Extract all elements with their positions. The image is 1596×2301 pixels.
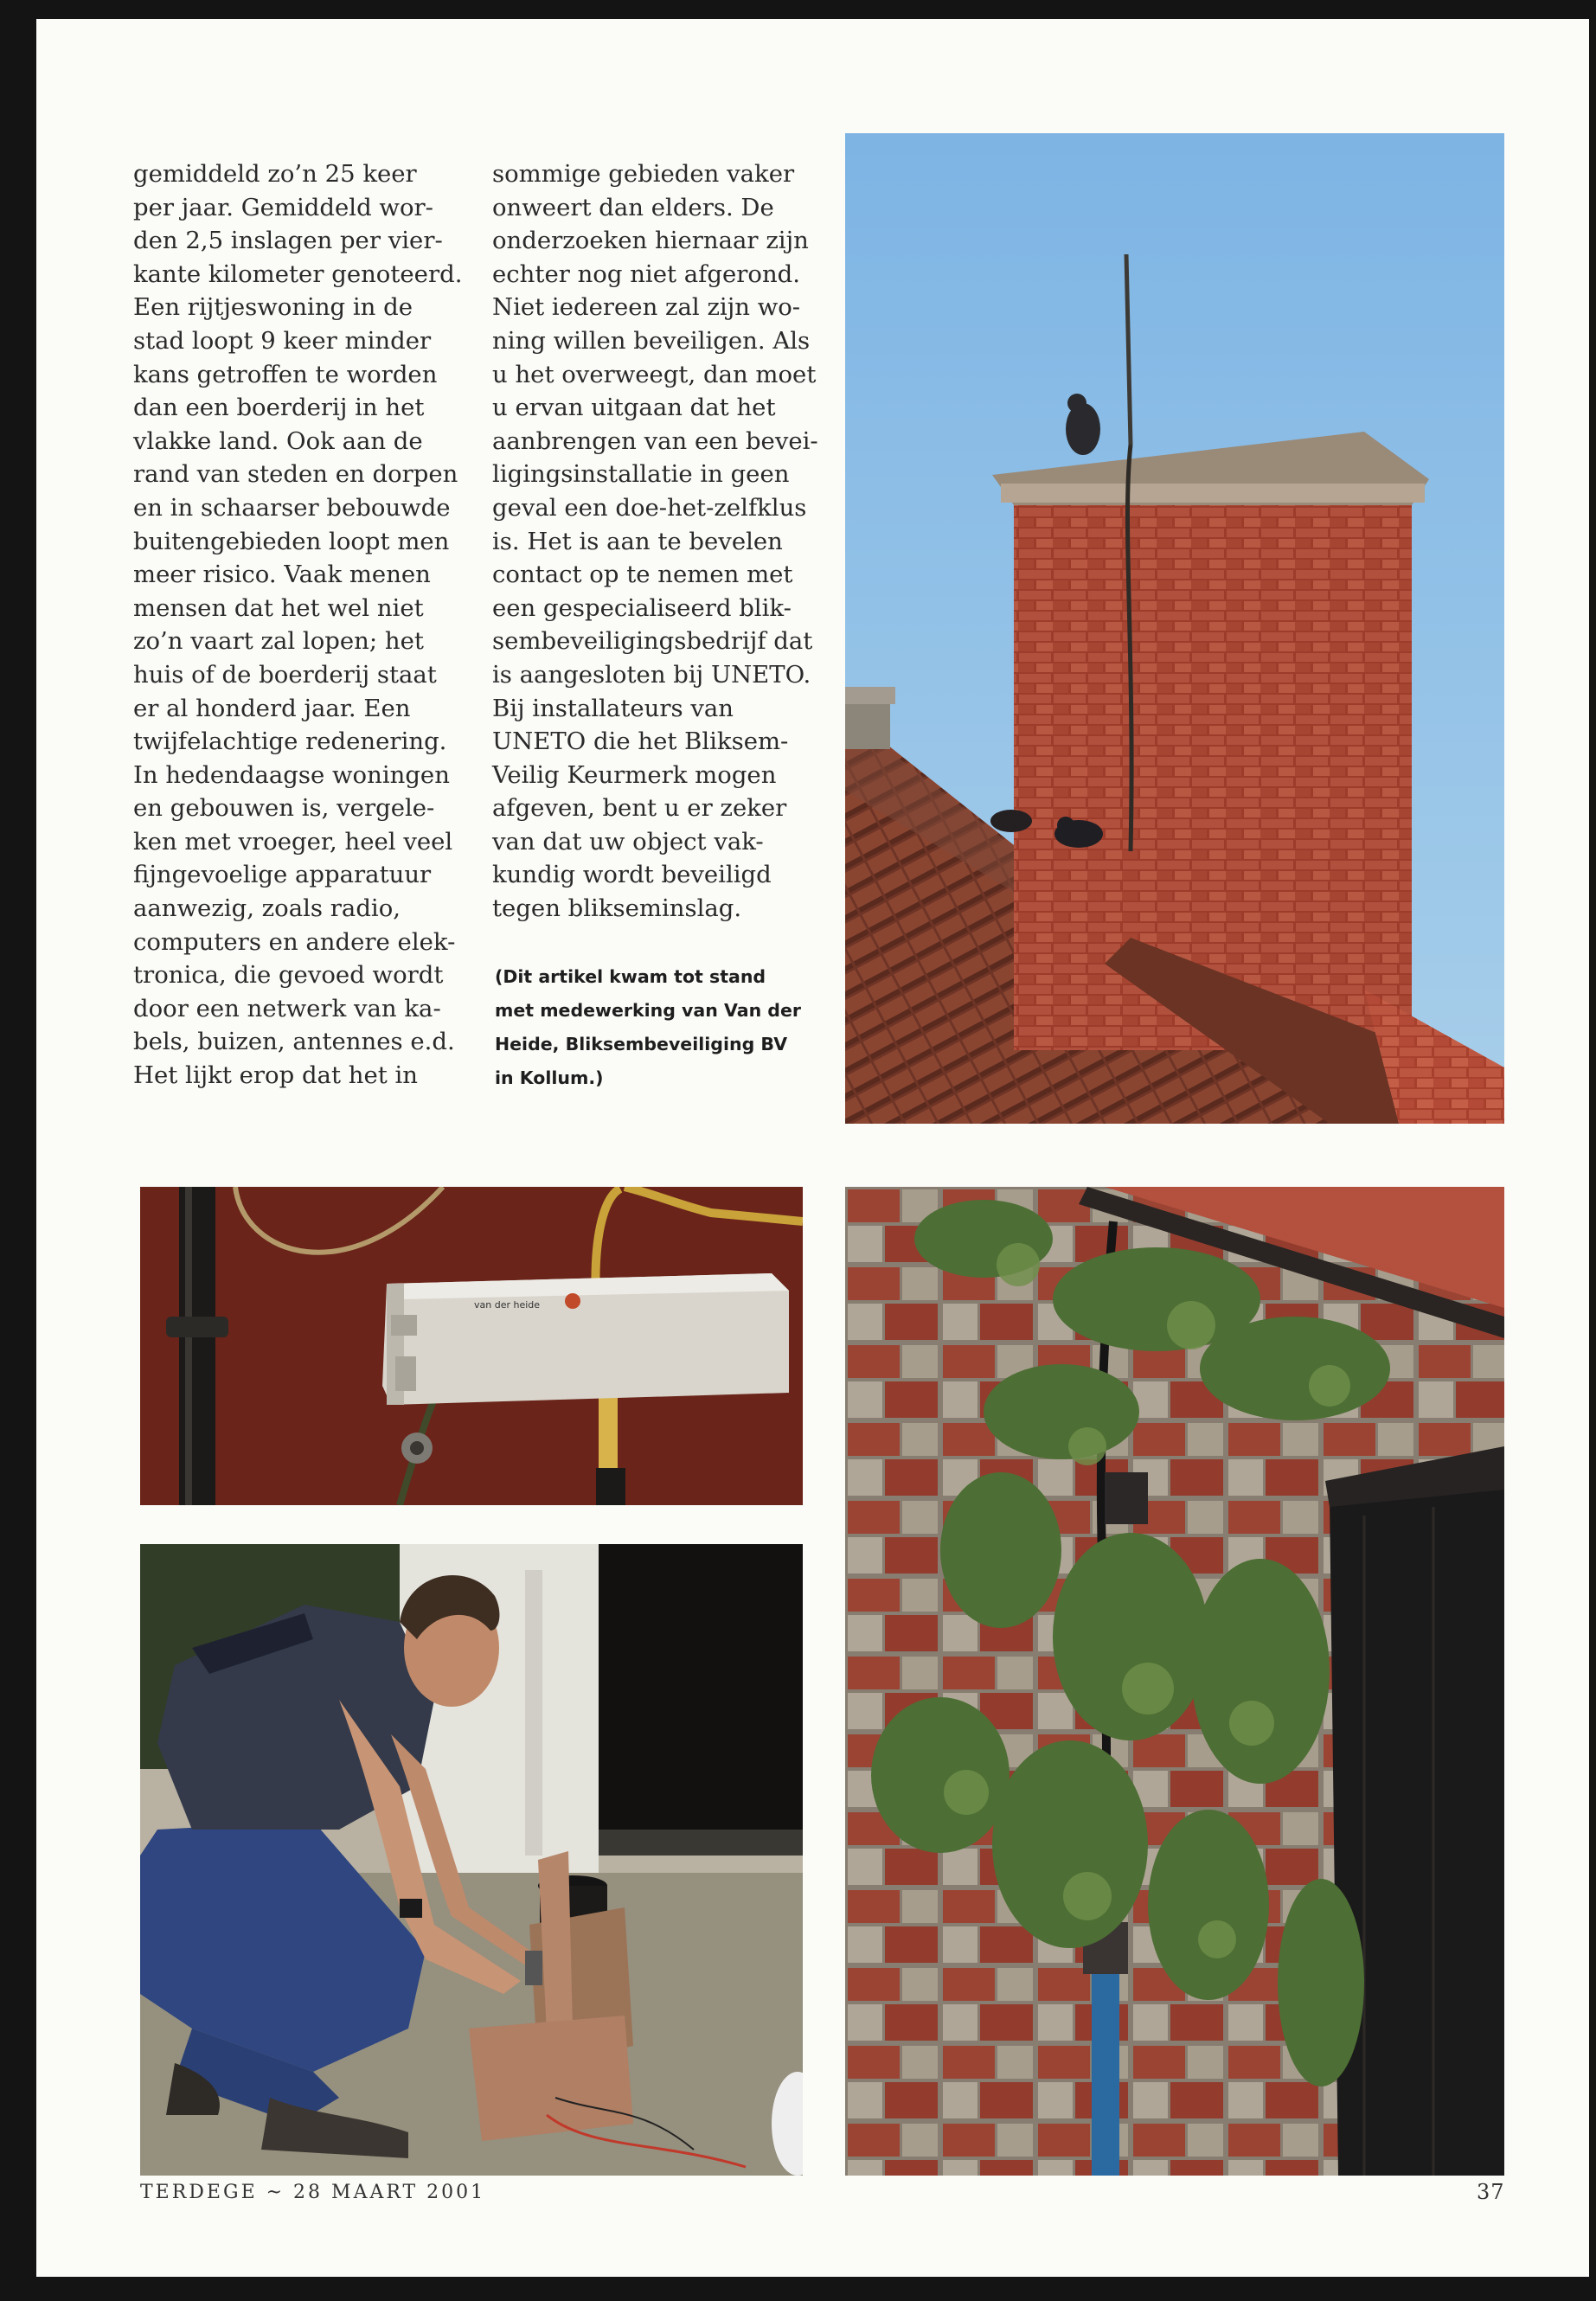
text-line: computers en andere elek- [133, 927, 456, 956]
text-line: Een rijtjeswoning in de [133, 293, 413, 322]
text-line: onweert dan elders. De [492, 193, 774, 221]
text-line: onderzoeken hiernaar zijn [492, 227, 809, 255]
text-line: mensen dat het wel niet [133, 593, 424, 622]
text-line: met medewerking van Van der [495, 1000, 801, 1021]
text-line: kante kilometer genoteerd. [133, 260, 463, 288]
text-line: aanwezig, zoals radio, [133, 894, 401, 923]
text-line: u het overweegt, dan moet [492, 360, 817, 388]
text-line: (Dit artikel kwam tot stand [495, 966, 766, 987]
text-line: is aangesloten bij UNETO. [492, 660, 811, 689]
text-line: in Kollum.) [495, 1067, 604, 1088]
text-line: aanbrengen van een bevei- [492, 426, 818, 455]
text-line: door een netwerk van ka- [133, 994, 441, 1022]
article-column-right [492, 157, 864, 926]
text-line: en gebouwen is, vergele- [133, 794, 435, 823]
text-line: fijngevoelige apparatuur [133, 861, 432, 889]
text-line: Veilig Keurmerk mogen [492, 760, 777, 789]
text-line: ning willen beveiligen. Als [492, 326, 811, 355]
text-line: zo’n vaart zal lopen; het [133, 627, 424, 656]
text-line: gemiddeld zo’n 25 keer [133, 160, 417, 188]
text-line: dan een boerderij in het [133, 394, 425, 422]
magazine-footer: TERDEGE ~ 28 MAART 2001 [140, 2182, 486, 2203]
text-line: den 2,5 inslagen per vier- [133, 227, 443, 255]
text-line: Niet iedereen zal zijn wo- [492, 293, 801, 322]
text-line: twijfelachtige redenering. [133, 727, 447, 756]
text-line: UNETO die het Bliksem- [492, 727, 789, 756]
text-line: sommige gebieden vaker [492, 160, 795, 188]
page-number: 37 [1477, 2180, 1505, 2204]
text-line: per jaar. Gemiddeld wor- [133, 193, 433, 221]
text-line: sembeveiligingsbedrijf dat [492, 627, 813, 656]
text-line: kundig wordt beveiligd [492, 861, 772, 889]
text-line: een gespecialiseerd blik- [492, 593, 792, 622]
text-line: geval een doe-het-zelfklus [492, 493, 807, 522]
surge-protector-photo [140, 1187, 803, 1505]
text-line: kans getroffen te worden [133, 360, 438, 388]
text-line: Heide, Bliksembeveiliging BV [495, 1034, 788, 1054]
text-line: huis of de boerderij staat [133, 660, 437, 689]
device-brand-label: van der heide [474, 1299, 541, 1311]
text-line: tronica, die gevoed wordt [133, 961, 444, 990]
text-line: en in schaarser bebouwde [133, 493, 451, 522]
text-line: er al honderd jaar. Een [133, 694, 411, 722]
text-line: stad loopt 9 keer minder [133, 326, 432, 355]
text-line: ken met vroeger, heel veel [133, 827, 453, 856]
worker-photo [140, 1544, 803, 2176]
text-line: is. Het is aan te bevelen [492, 527, 783, 555]
article-credit [495, 960, 841, 1095]
text-line: In hedendaagse woningen [133, 760, 450, 789]
text-line: rand van steden en dorpen [133, 460, 458, 489]
text-line: Het lijkt erop dat het in [133, 1061, 419, 1090]
chimney-photo [845, 133, 1504, 1124]
text-line: van dat uw object vak- [492, 827, 764, 856]
text-line: vlakke land. Ook aan de [133, 426, 423, 455]
text-line: tegen blikseminslag. [492, 894, 742, 923]
text-line: bels, buizen, antennes e.d. [133, 1028, 455, 1056]
text-line: buitengebieden loopt men [133, 527, 450, 555]
magazine-page [36, 19, 1589, 2277]
ivy-wall-photo [845, 1187, 1504, 2176]
text-line: ligingsinstallatie in geen [492, 460, 790, 489]
text-line: u ervan uitgaan dat het [492, 394, 776, 422]
text-line: Bij installateurs van [492, 694, 734, 722]
article-column-left [133, 157, 497, 1093]
text-line: echter nog niet afgerond. [492, 260, 800, 288]
text-line: contact op te nemen met [492, 561, 793, 589]
text-line: meer risico. Vaak menen [133, 561, 431, 589]
text-line: afgeven, bent u er zeker [492, 794, 787, 823]
